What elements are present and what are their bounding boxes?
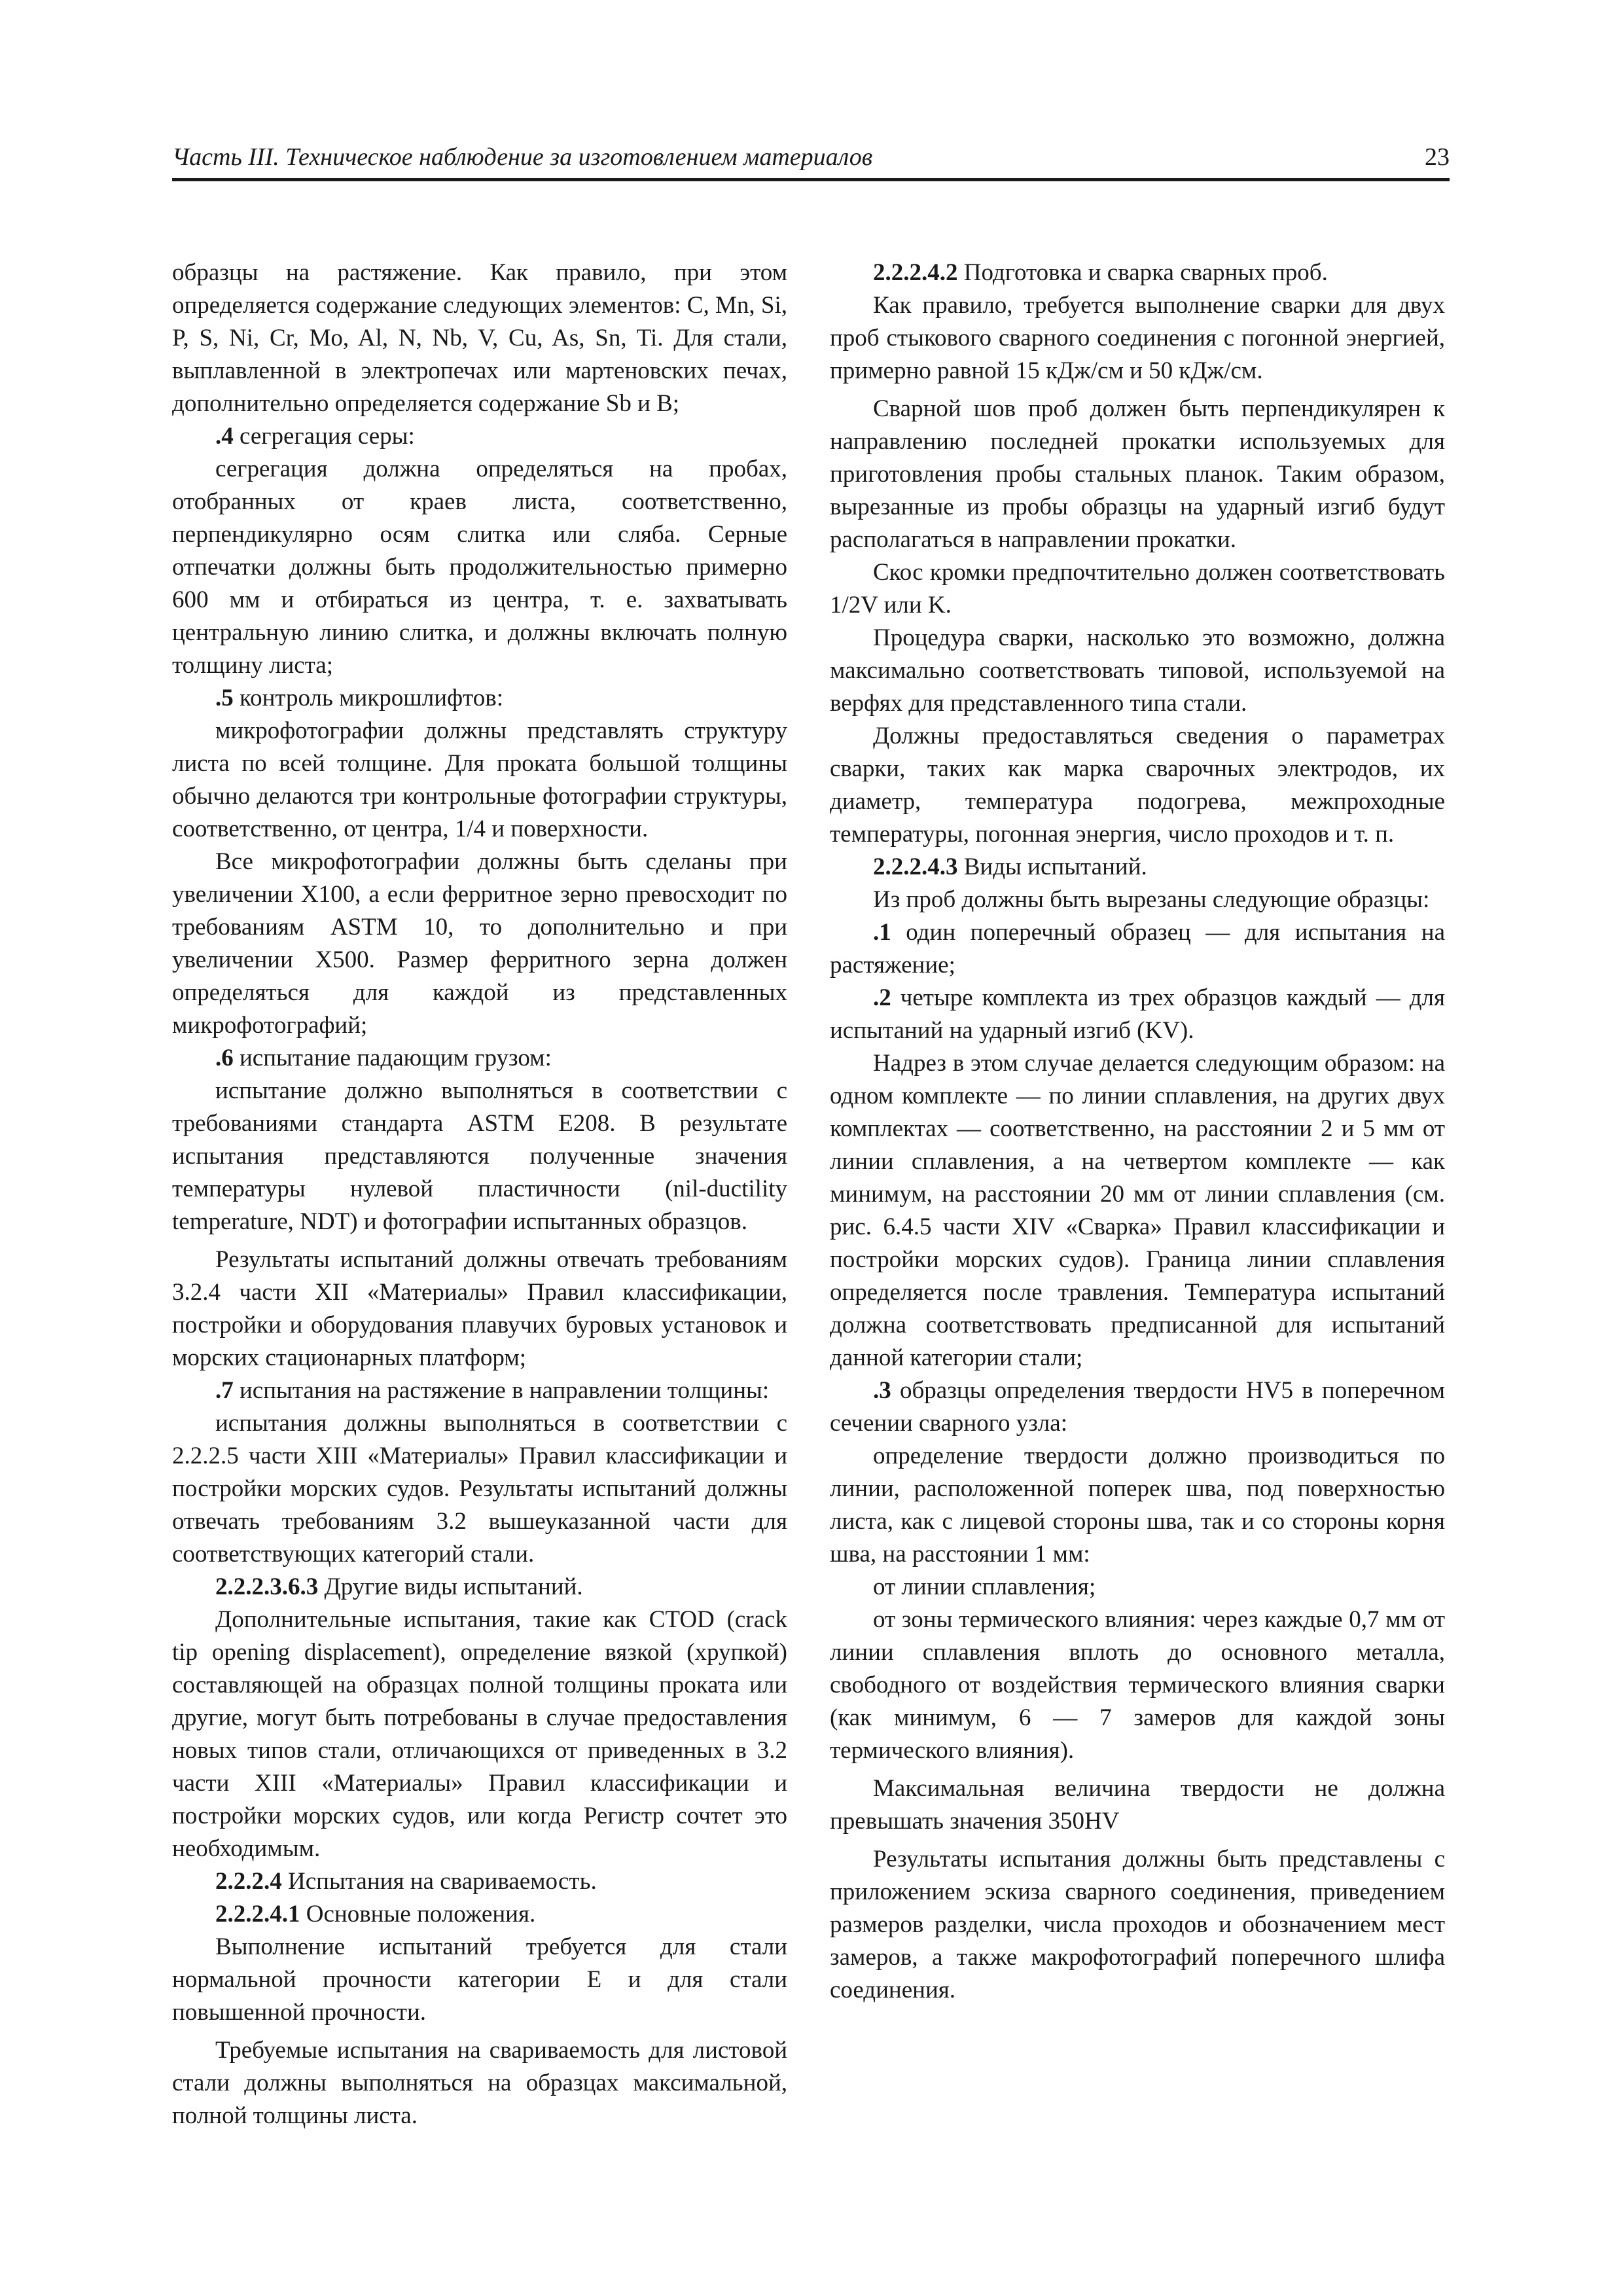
clause-number: 2.2.2.4 (215, 1868, 282, 1895)
paragraph-text: образцы на растяжение. Как правило, при этом определяется содержание следующих элементов: C, Mn, Si, P, S, Ni, Cr, Mo, Al, N, Nb, V, Cu, As, Sn, Ti. Для стали, выплавленной в электропечах или мартеновских печах, дополнительно определяется содержание Sb и B; (172, 259, 787, 417)
paragraph (830, 1843, 1445, 2007)
paragraph (172, 1075, 787, 1238)
paragraph-text: Результаты испытания должны быть представлены с приложением эскиза сварного соединения, приведением размеров разделки, числа проходов и обозначением мест замеров, а также макрофотографий поперечного шлифа соединения. (830, 1846, 1445, 2003)
clause-number: .2 (873, 984, 891, 1011)
clause-number: .1 (873, 919, 891, 946)
clause-number: .7 (215, 1377, 234, 1404)
paragraph (830, 1047, 1445, 1374)
paragraph (830, 556, 1445, 622)
paragraph (172, 453, 787, 682)
paragraph (172, 2034, 787, 2132)
paragraph-text: Процедура сварки, насколько это возможно, должна максимально соответствовать типовой, используемой на верфях для представленного типа стали. (830, 624, 1445, 717)
paragraph-text: Сварной шов проб должен быть перпендикулярен к направлению последней прокатки используемых для приготовления пробы стальных планок. Таким образом, вырезанные из пробы образцы на ударный изгиб будут располагаться в направлении прокатки. (830, 395, 1445, 553)
paragraph (830, 982, 1445, 1047)
paragraph-text: Подготовка и сварка сварных проб. (957, 259, 1328, 286)
clause-number: 2.2.2.3.6.3 (215, 1573, 319, 1600)
paragraph (172, 257, 787, 420)
paragraph-text: образцы определения твердости HV5 в поперечном сечении сварного узла: (830, 1377, 1445, 1437)
paragraph-text: Результаты испытаний должны отвечать требованиям 3.2.4 части XII «Материалы» Правил классификации, постройки и оборудования плавучих буровых установок и морских стационарных платформ; (172, 1246, 787, 1371)
paragraph-text: четыре комплекта из трех образцов каждый — для испытаний на ударный изгиб (KV). (830, 984, 1445, 1044)
paragraph (172, 420, 787, 453)
paragraph (830, 289, 1445, 387)
paragraph-text: от линии сплавления; (873, 1573, 1096, 1600)
paragraph (830, 1772, 1445, 1838)
paragraph-text: контроль микрошлифтов: (233, 685, 503, 711)
paragraph (830, 851, 1445, 884)
paragraph (172, 1571, 787, 1604)
page-header (172, 141, 1450, 181)
right-column (830, 257, 1445, 2007)
paragraph-text: Основные положения. (300, 1901, 536, 1928)
paragraph-text: Как правило, требуется выполнение сварки для двух проб стыкового сварного соединения с погонной энергией, примерно равной 15 кДж/см и 50 кДж/см. (830, 292, 1445, 384)
paragraph-text: Выполнение испытаний требуется для стали нормальной прочности категории E и для стали повышенной прочности. (172, 1933, 787, 2026)
page-number: 23 (1425, 143, 1450, 171)
paragraph-text: Максимальная величина твердости не должна превышать значения 350HV (830, 1775, 1445, 1835)
paragraph-text: испытания на растяжение в направлении толщины: (233, 1377, 770, 1404)
paragraph-text: от зоны термического влияния: через каждые 0,7 мм от линии сплавления вплоть до основного металла, свободного от воздействия термического влияния сварки (как минимум, 6 — 7 замеров для каждой зоны термического влияния). (830, 1606, 1445, 1764)
paragraph (172, 1042, 787, 1075)
paragraph-text: Из проб должны быть вырезаны следующие образцы: (873, 886, 1430, 913)
paragraph-text: испытания должны выполняться в соответствии с 2.2.2.5 части XIII «Материалы» Правил классификации и постройки морских судов. Результаты испытаний должны отвечать требованиям 3.2 вышеуказанной части для соответствующих категорий стали. (172, 1410, 787, 1568)
paragraph (172, 1931, 787, 2029)
paragraph-text: испытание должно выполняться в соответствии с требованиями стандарта ASTM E208. В результате испытания представляются полученные значения температуры нулевой пластичности (nil-ductility temperature, NDT) и фотографии испытанных образцов. (172, 1077, 787, 1235)
clause-number: .5 (215, 685, 234, 711)
paragraph (830, 720, 1445, 851)
paragraph (172, 682, 787, 715)
paragraph-text: Требуемые испытания на свариваемость для листовой стали должны выполняться на образцах максимальной, полной толщины листа. (172, 2037, 787, 2129)
paragraph (172, 1604, 787, 1865)
clause-number: .4 (215, 423, 234, 450)
paragraph (830, 393, 1445, 556)
clause-number: .3 (873, 1377, 891, 1404)
left-column (172, 257, 787, 2132)
paragraph (172, 1374, 787, 1407)
paragraph-text: испытание падающим грузом: (233, 1045, 552, 1071)
paragraph (172, 846, 787, 1042)
paragraph-text: микрофотографии должны представлять структуру листа по всей толщине. Для проката большой толщины обычно делаются три контрольные фотографии структуры, соответственно, от центра, 1/4 и поверхности. (172, 717, 787, 842)
paragraph-text: Виды испытаний. (957, 853, 1147, 880)
clause-number: 2.2.2.4.2 (873, 259, 958, 286)
paragraph-text: Скос кромки предпочтительно должен соответствовать 1/2V или K. (830, 559, 1445, 619)
paragraph (830, 622, 1445, 720)
paragraph-text: Должны предоставляться сведения о параметрах сварки, таких как марка сварочных электродов, их диаметр, температура подогрева, межпроходные температуры, погонная энергия, число проходов и т. п. (830, 723, 1445, 848)
paragraph (830, 884, 1445, 916)
paragraph (830, 916, 1445, 982)
paragraph-text: сегрегация серы: (233, 423, 415, 450)
paragraph-text: Дополнительные испытания, такие как CTOD (crack tip opening displacement), определение вязкой (хрупкой) составляющей на образцах полной толщины проката или другие, могут быть потребованы в случае предоставления новых типов стали, отличающихся от приведенных в 3.2 части XIII «Материалы» Правил классификации и постройки морских судов, или когда Регистр сочтет это необходимым. (172, 1606, 787, 1862)
clause-number: 2.2.2.4.3 (873, 853, 958, 880)
paragraph-text: определение твердости должно производиться по линии, расположенной поперек шва, под поверхностью листа, как с лицевой стороны шва, так и со стороны корня шва, на расстоянии 1 мм: (830, 1443, 1445, 1568)
paragraph (172, 1898, 787, 1931)
paragraph-text: Испытания на свариваемость. (281, 1868, 597, 1895)
paragraph (172, 1244, 787, 1374)
paragraph (172, 1865, 787, 1898)
running-title: Часть III. Техническое наблюдение за изготовлением материалов (172, 143, 873, 171)
paragraph-text: Все микрофотографии должны быть сделаны при увеличении X100, а если ферритное зерно превосходит по требованиям ASTM 10, то дополнительно и при увеличении X500. Размер ферритного зерна должен определяться для каждой из представленных микрофотографий; (172, 848, 787, 1039)
paragraph (172, 715, 787, 846)
paragraph-text: сегрегация должна определяться на пробах, отобранных от краев листа, соответственно, перпендикулярно осям слитка или сляба. Серные отпечатки должны быть продолжительностью примерно 600 мм и отбираться из центра, т. е. захватывать центральную линию слитка, и должны включать полную толщину листа; (172, 456, 787, 679)
paragraph (830, 257, 1445, 289)
clause-number: .6 (215, 1045, 234, 1071)
paragraph-text: Другие виды испытаний. (318, 1573, 583, 1600)
clause-number: 2.2.2.4.1 (215, 1901, 300, 1928)
paragraph-text: один поперечный образец — для испытания на растяжение; (830, 919, 1445, 978)
paragraph (830, 1571, 1445, 1604)
paragraph-text: Надрез в этом случае делается следующим образом: на одном комплекте — по линии сплавления, на других двух комплектах — соответственно, на расстоянии 2 и 5 мм от линии сплавления, а на четвертом комплекте — как минимум, на расстоянии 20 мм от линии сплавления (см. рис. 6.4.5 части XIV «Сварка» Правил классификации и постройки морских судов). Граница линии сплавления определяется после травления. Температура испытаний должна соответствовать предписанной для испытаний данной категории стали; (830, 1050, 1445, 1371)
paragraph (172, 1407, 787, 1571)
paragraph (830, 1374, 1445, 1440)
paragraph (830, 1440, 1445, 1571)
paragraph (830, 1604, 1445, 1767)
